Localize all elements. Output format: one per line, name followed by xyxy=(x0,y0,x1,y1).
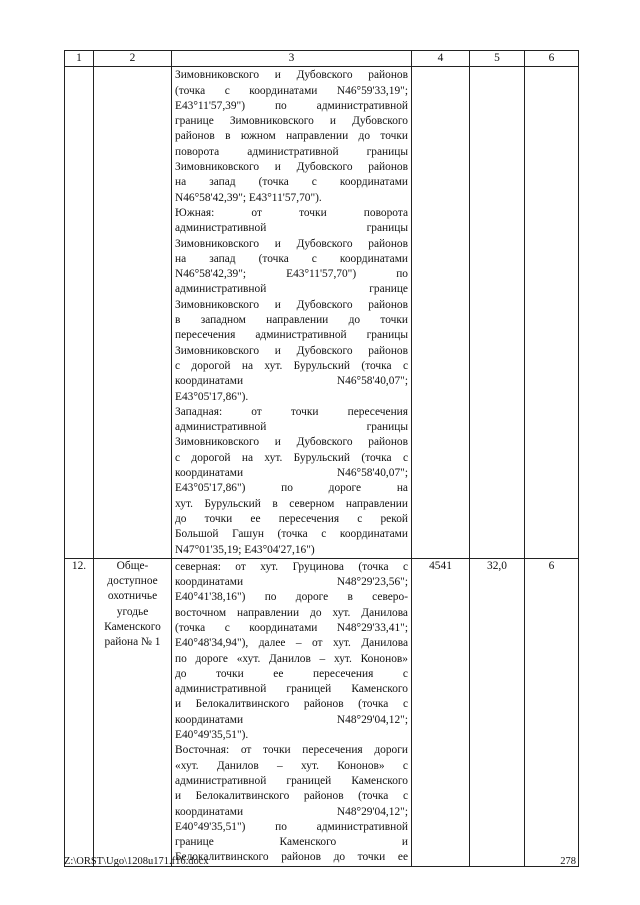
text-line: административной границей Каменского xyxy=(175,774,408,787)
text-line: координатами N48°29'23,56"; xyxy=(175,576,408,589)
name-line: района № 1 xyxy=(104,636,161,649)
row1-col5 xyxy=(470,67,525,559)
text-line: границе Каменского и xyxy=(175,836,408,849)
text-line: и Белокалитвинского районов (точка с xyxy=(175,790,408,803)
document-table xyxy=(64,50,579,867)
text-line: E43°05'17,86"). xyxy=(175,390,249,403)
header-col-5: 5 xyxy=(470,51,525,67)
text-line: Зимовниковского и Дубовского районов xyxy=(175,436,408,449)
text-line: координатами N46°58'40,07"; xyxy=(175,375,408,388)
row1-boundary-description xyxy=(172,67,412,559)
text-line: N46°58'42,39"; E43°11'57,70"). xyxy=(175,191,322,204)
text-line: N47°01'35,19; E43°04'27,16") xyxy=(175,543,315,556)
row1-col4 xyxy=(412,67,470,559)
row2-value: 32,0 xyxy=(470,558,525,866)
text-line: (точка с координатами N46°59'33,19"; xyxy=(175,84,408,97)
row2-index: 12. xyxy=(65,558,94,866)
text-line: по дороге «хут. Данилов – хут. Кононов» xyxy=(175,652,408,665)
text-line: Зимовниковского и Дубовского районов xyxy=(175,237,408,250)
text-line: границе Зимовниковского и Дубовского xyxy=(175,115,408,128)
header-col-2: 2 xyxy=(94,51,172,67)
name-line: Обще- xyxy=(116,559,149,572)
text-line: Южная: от точки поворота xyxy=(175,206,408,219)
name-line: угодье xyxy=(116,605,149,618)
row2-name-lines xyxy=(94,559,171,651)
row1-lines xyxy=(172,67,411,558)
text-line: до точки ее пересечения с xyxy=(175,667,408,680)
row1-col1 xyxy=(65,67,94,559)
text-line: Восточная: от точки пересечения дороги xyxy=(175,744,408,757)
header-col-1: 1 xyxy=(65,51,94,67)
header-col-3: 3 xyxy=(172,51,412,67)
row2-hunting-ground-name xyxy=(94,558,172,866)
text-line: северная: от хут. Груцинова (точка с xyxy=(175,560,408,573)
text-line: координатами N48°29'04,12"; xyxy=(175,713,408,726)
table-row xyxy=(65,67,579,559)
row2-count: 6 xyxy=(525,558,579,866)
text-line: координатами N46°58'40,07"; xyxy=(175,467,408,480)
header-col-4: 4 xyxy=(412,51,470,67)
text-line: E40°48'34,94"), далее – от хут. Данилова xyxy=(175,637,408,650)
text-line: (точка с координатами N48°29'33,41"; xyxy=(175,621,408,634)
row2-lines xyxy=(172,559,411,866)
text-line: Большой Гашун (точка с координатами xyxy=(175,528,408,541)
text-line: в западном направлении до точки xyxy=(175,314,408,327)
text-line: E43°11'57,39") по административной xyxy=(175,99,408,112)
text-line: на запад (точка с координатами xyxy=(175,176,408,189)
text-line: районов в южном направлении до точки xyxy=(175,130,408,143)
text-line: Западная: от точки пересечения xyxy=(175,405,408,418)
text-line: хут. Бурульский в северном направлении xyxy=(175,497,408,510)
text-line: административной границы xyxy=(175,222,408,235)
text-line: N46°58'42,39"; E43°11'57,70") по xyxy=(175,268,408,281)
table-row xyxy=(65,558,579,866)
text-line: Зимовниковского и Дубовского районов xyxy=(175,344,408,357)
text-line: с дорогой на хут. Бурульский (точка с xyxy=(175,359,408,372)
text-line: административной границы xyxy=(175,421,408,434)
header-col-6: 6 xyxy=(525,51,579,67)
text-line: координатами N48°29'04,12"; xyxy=(175,805,408,818)
text-line: административной границе xyxy=(175,283,408,296)
row2-boundary-description xyxy=(172,558,412,866)
name-line: охотничье xyxy=(107,590,158,603)
text-line: до точки ее пересечения с рекой xyxy=(175,512,408,525)
text-line: Зимовниковского и Дубовского районов xyxy=(175,161,408,174)
text-line: «хут. Данилов – хут. Кононов» с xyxy=(175,759,408,772)
text-line: Зимовниковского и Дубовского районов xyxy=(175,69,408,82)
text-line: E40°49'35,51") по административной xyxy=(175,820,408,833)
text-line: с дорогой на хут. Бурульский (точка с xyxy=(175,451,408,464)
text-line: Белокалитвинского районов до точки ее xyxy=(175,851,408,864)
text-line: пересечения административной границы xyxy=(175,329,408,342)
text-line: административной границей Каменского xyxy=(175,683,408,696)
text-line: E40°41'38,16") по дороге в северо- xyxy=(175,591,408,604)
text-line: E40°49'35,51"). xyxy=(175,729,249,742)
text-line: и Белокалитвинского районов (точка с xyxy=(175,698,408,711)
text-line: на запад (точка с координатами xyxy=(175,252,408,265)
row1-col2 xyxy=(94,67,172,559)
text-line: Зимовниковского и Дубовского районов xyxy=(175,298,408,311)
text-line: E43°05'17,86") по дороге на xyxy=(175,482,408,495)
table-header-row xyxy=(65,51,579,67)
name-line: Каменского xyxy=(104,620,161,633)
row1-col6 xyxy=(525,67,579,559)
footer-page-number: 278 xyxy=(560,856,576,867)
text-line: поворота административной границы xyxy=(175,145,408,158)
footer-file-path: Z:\ORST\Ugo\1208u171.f16.docx xyxy=(64,856,209,867)
text-line: восточном направлении до хут. Данилова xyxy=(175,606,408,619)
row2-area: 4541 xyxy=(412,558,470,866)
name-line: доступное xyxy=(107,575,158,588)
